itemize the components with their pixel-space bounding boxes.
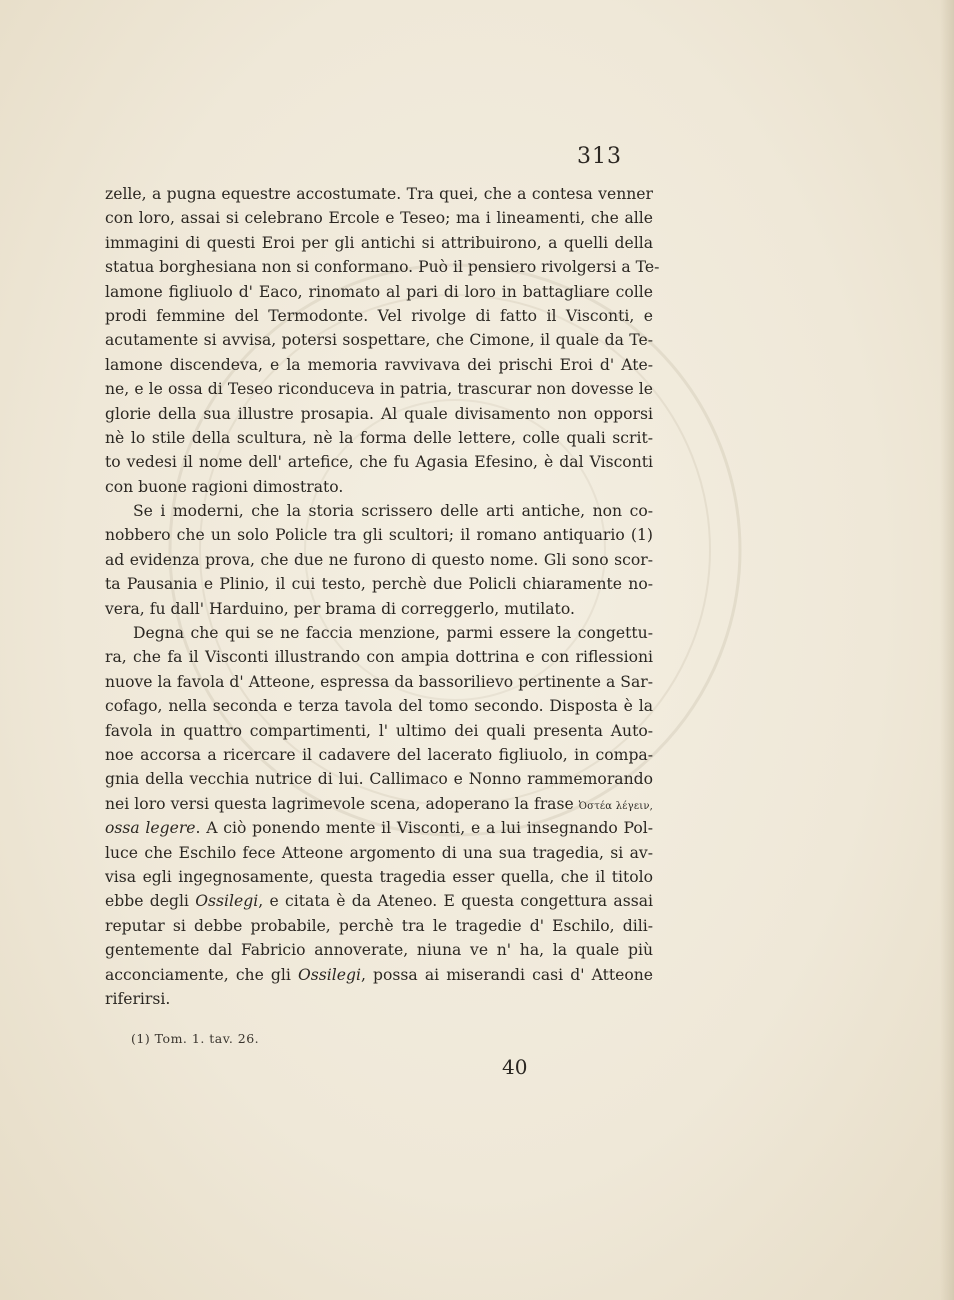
- text-line: con buone ragioni dimostrato.: [105, 477, 344, 496]
- italic-title: Ossilegi: [195, 892, 259, 911]
- text-line: ad evidenza prova, che due ne furono di questo nome. Gli sono scor-: [105, 550, 653, 569]
- text-span: acconciamente, che gli: [105, 965, 291, 984]
- text-line: zelle, a pugna equestre accostumate. Tra quei, che a contesa venner: [105, 185, 653, 203]
- text-line: [105, 889, 653, 913]
- italic-phrase: ossa legere: [105, 819, 196, 838]
- text-span: , possa ai miserandi casi d' Atteone: [360, 965, 653, 984]
- text-line: riferirsi.: [105, 989, 171, 1008]
- text-span: nei loro versi questa lagrimevole scena, adoperano la frase: [105, 794, 574, 813]
- text-line: gentemente dal Fabricio annoverate, niuna ve n' ha, la quale più: [105, 941, 653, 960]
- text-line: con loro, assai si celebrano Ercole e Teseo; ma i lineamenti, che alle: [105, 209, 653, 228]
- text-line: nuove la favola d' Atteone, espressa da bassorilievo pertinente a Sar-: [105, 672, 653, 691]
- text-line: lamone figliuolo d' Eaco, rinomato al pari di loro in battagliare colle: [105, 282, 653, 301]
- text-line: lamone discendeva, e la memoria ravvivava dei prischi Eroi d' Ate-: [105, 355, 653, 374]
- text-line: ra, che fa il Visconti illustrando con ampia dottrina e con riflessioni: [105, 648, 653, 667]
- text-line: Degna che qui se ne faccia menzione, parmi essere la congettu-: [133, 624, 653, 643]
- text-line: immagini di questi Eroi per gli antichi si attribuirono, a quelli della: [105, 233, 653, 252]
- text-line: [105, 816, 653, 840]
- text-line: gnia della vecchia nutrice di lui. Callimaco e Nonno rammemorando: [105, 770, 653, 789]
- italic-title: Ossilegi: [298, 965, 361, 984]
- body-text: [105, 182, 660, 1011]
- text-line: acutamente si avvisa, potersi sospettare, che Cimone, il quale da Te-: [105, 331, 653, 350]
- text-span: . A ciò ponendo mente il Visconti, e a lui insegnando Pol-: [195, 819, 653, 838]
- text-line: [105, 792, 653, 816]
- text-line: vera, fu dall' Harduino, per brama di correggerlo, mutilato.: [105, 599, 575, 618]
- text-line: cofago, nella seconda e terza tavola del tomo secondo. Disposta è la: [105, 697, 653, 716]
- text-line: favola in quattro compartimenti, l' ultimo dei quali presenta Auto-: [105, 721, 653, 740]
- page-edge: [940, 0, 954, 1300]
- text-line: visa egli ingegnosamente, questa tragedia esser quella, che il titolo: [105, 867, 653, 886]
- text-line: glorie della sua illustre prosapia. Al quale divisamento non opporsi: [105, 404, 653, 423]
- text-line: [105, 963, 653, 987]
- greek-phrase: Ὀστέα λέγειν,: [578, 800, 653, 812]
- text-line: reputar si debbe probabile, perchè tra le tragedie d' Eschilo, dili-: [105, 916, 653, 935]
- footnote: (1) Tom. 1. tav. 26.: [131, 1031, 260, 1046]
- text-span: ebbe degli: [105, 892, 189, 911]
- text-line: prodi femmine del Termodonte. Vel rivolge di fatto il Visconti, e: [105, 306, 653, 325]
- text-line: to vedesi il nome dell' artefice, che fu Agasia Efesino, è dal Visconti: [105, 453, 653, 472]
- signature-mark: 40: [502, 1055, 528, 1079]
- text-line: noe accorsa a ricercare il cadavere del lacerato figliuolo, in compa-: [105, 745, 653, 764]
- text-line: luce che Eschilo fece Atteone argomento di una sua tragedia, si av-: [105, 843, 653, 862]
- text-line: statua borghesiana non si conformano. Può il pensiero rivolgersi a Te-: [105, 258, 660, 277]
- text-span: , e citata è da Ateneo. E questa congettura assai: [258, 892, 653, 911]
- text-line: nè lo stile della scultura, nè la forma delle lettere, colle quali scrit-: [105, 428, 653, 447]
- text-line: Se i moderni, che la storia scrissero delle arti antiche, non co-: [133, 502, 653, 521]
- page-number: 313: [577, 144, 622, 169]
- text-line: ne, e le ossa di Teseo riconduceva in patria, trascurar non dovesse le: [105, 380, 653, 399]
- text-line: ta Pausania e Plinio, il cui testo, perchè due Policli chiaramente no-: [105, 575, 653, 594]
- text-line: nobbero che un solo Policle tra gli scultori; il romano antiquario (1): [105, 526, 653, 545]
